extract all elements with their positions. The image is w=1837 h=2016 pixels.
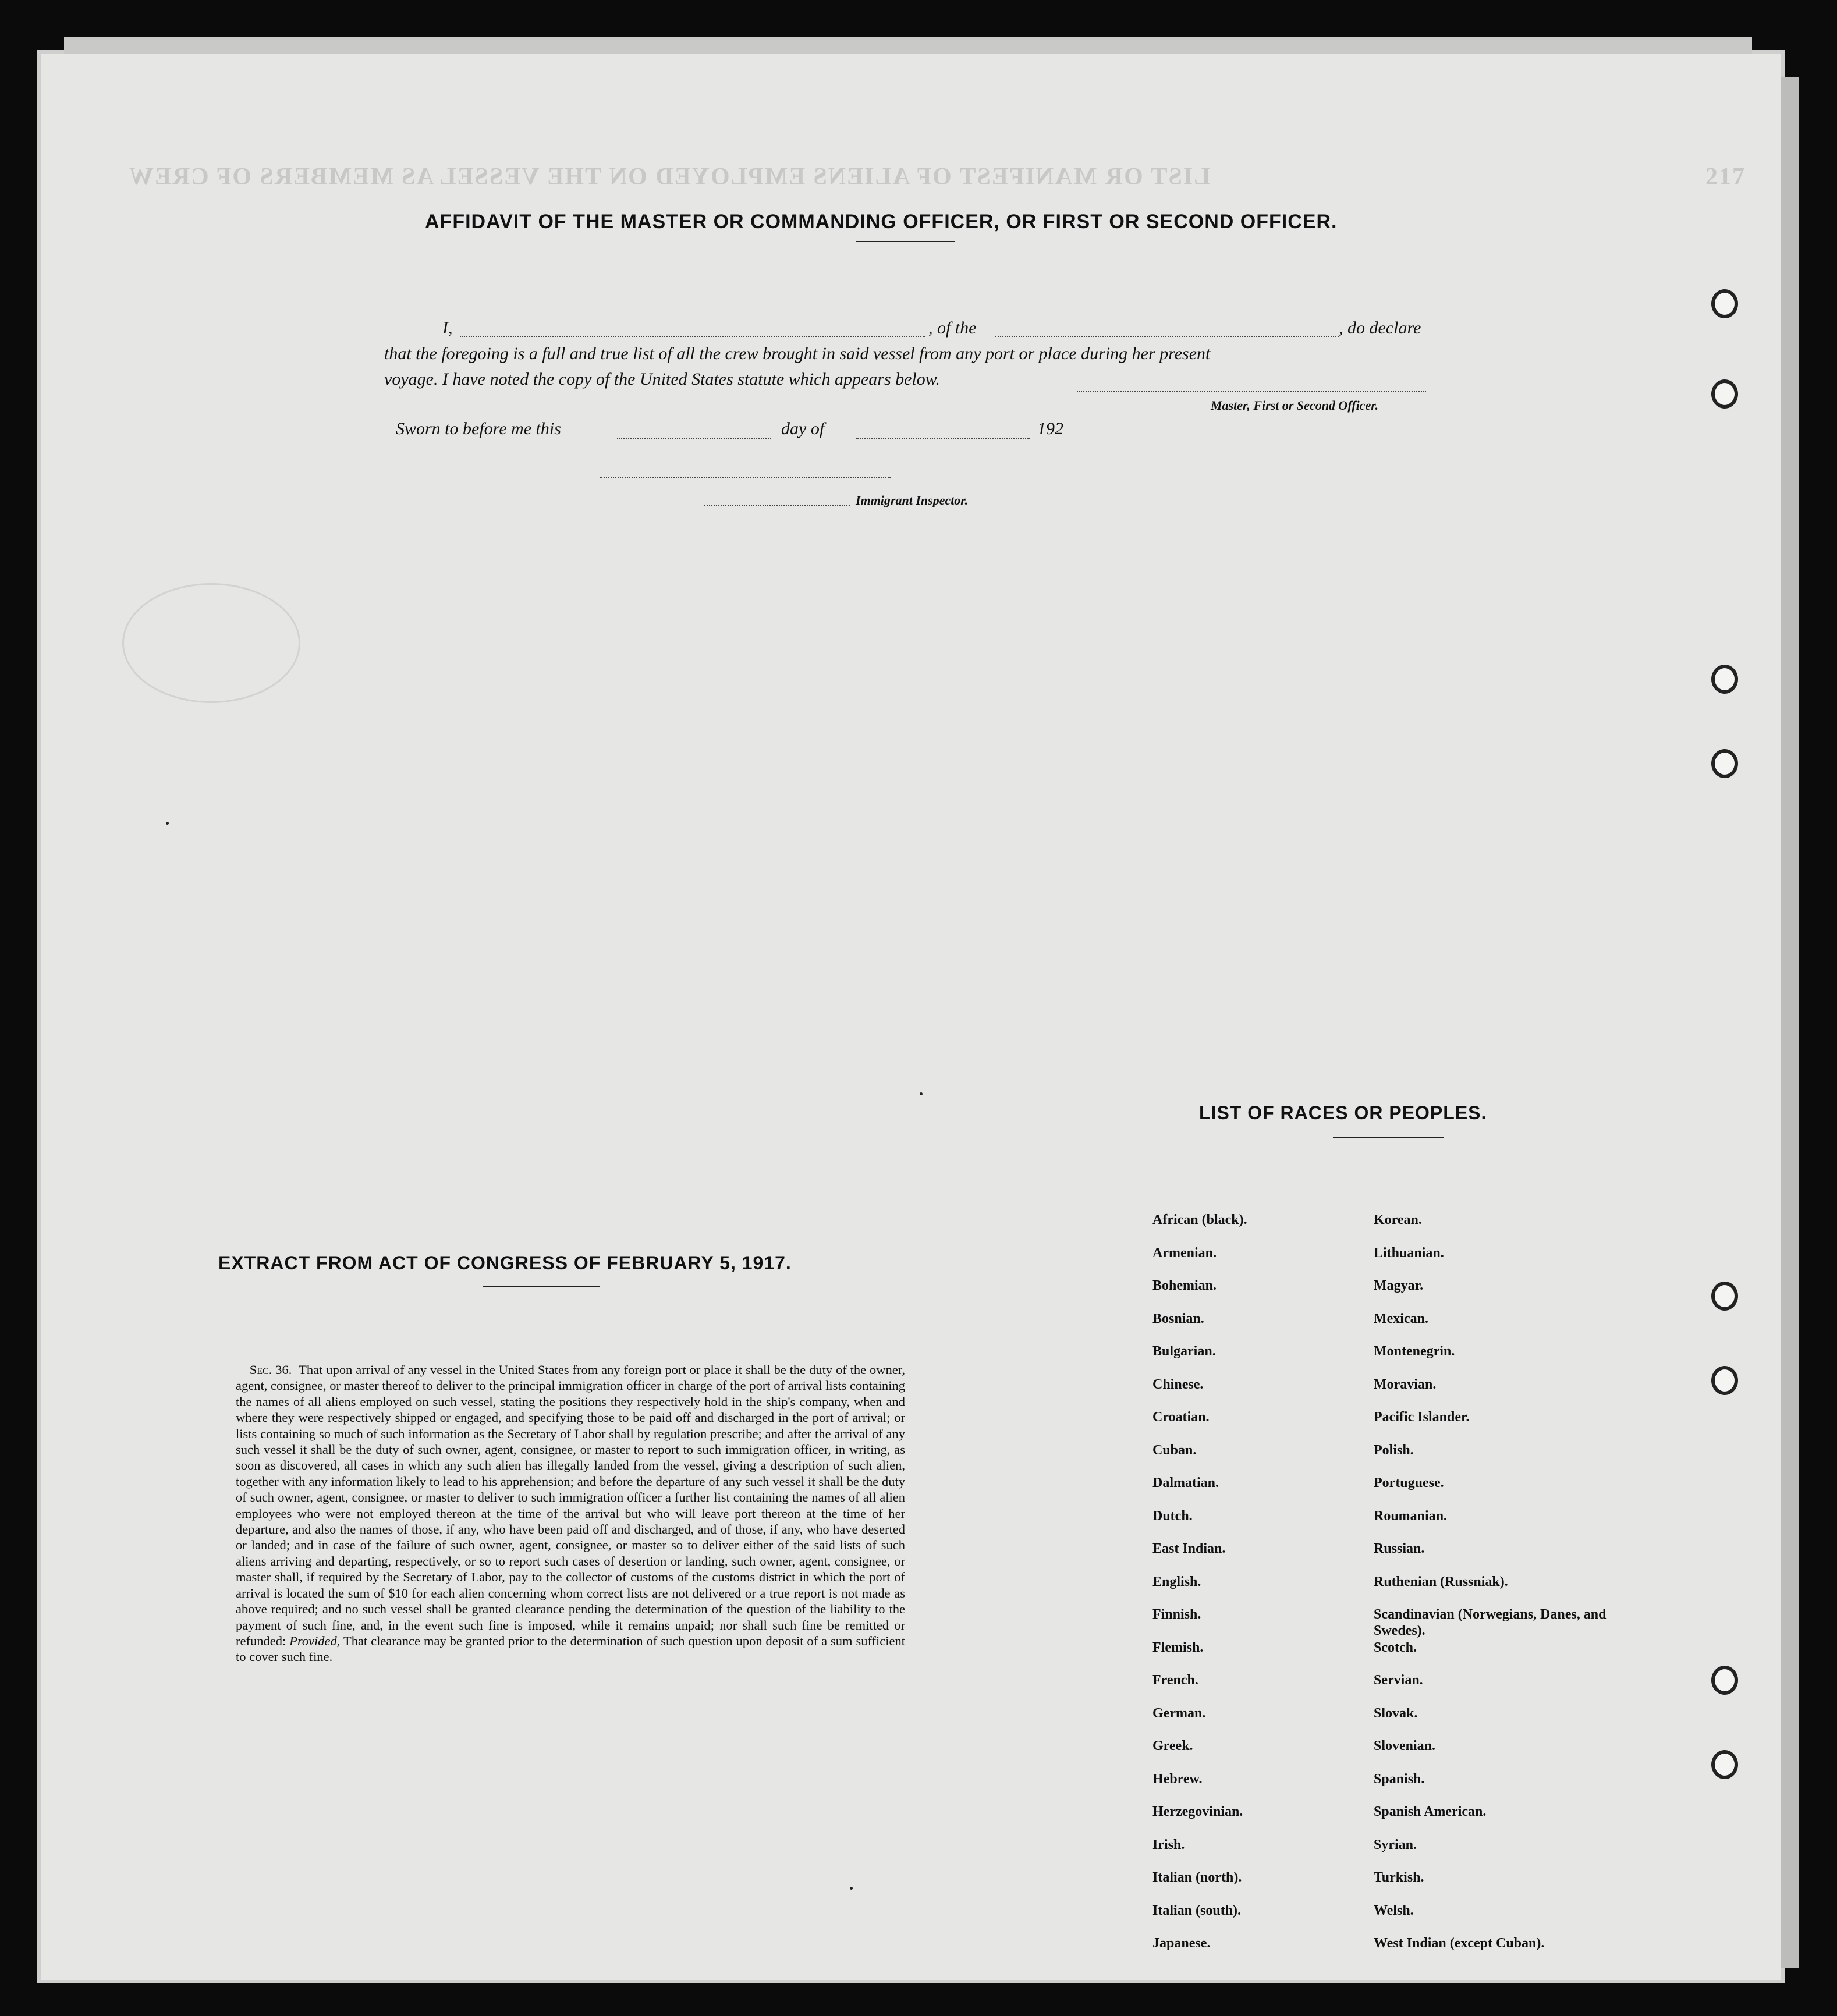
master-label: Master, First or Second Officer.	[1211, 398, 1379, 413]
race-item: Slovenian.	[1374, 1738, 1436, 1754]
race-item: Spanish.	[1374, 1771, 1425, 1787]
sworn-day-field[interactable]	[617, 438, 771, 439]
race-item: Servian.	[1374, 1673, 1423, 1688]
race-item: Dalmatian.	[1152, 1475, 1219, 1490]
vessel-field[interactable]	[995, 336, 1339, 337]
section-label: Sec. 36.	[249, 1362, 292, 1377]
race-item: Korean.	[1374, 1212, 1422, 1227]
binder-hole	[1711, 289, 1738, 318]
binder-hole	[1711, 1666, 1738, 1695]
extract-body-part1: That upon arrival of any vessel in the United States from any foreign port or place it shall be the duty of the owner, agent, consignee, or master thereof to deliver to the principal immigration officer in charge of the port of arrival lists containing the names of all aliens employed on such vessel, stating the positions they respectively hold in the ship's company, when and where they were respectively shipped or engaged, and specifying those to be paid off and discharged in the port of arrival; or lists containing so much of such information as the Secretary of Labor shall by regulation prescribe; and after the arrival of any such vessel it shall be the duty of such owner, agent, consignee, or master to report to such immigration officer, in writing, as soon as discovered, all cases in which any such alien has illegally landed from the vessel, giving a description of such alien, together with any information likely to lead to his apprehension; and before the departure of any such vessel it shall be the duty of such owner, agent, consignee, or master to deliver to such immigration officer a further list containing the names of all alien employees who were not employed thereon at the time of the arrival but who will leave port thereon at the time of her departure, and also the names of those, if any, who have been paid off and discharged, and of those, if any, who have deserted or landed; and in case of the failure of such owner, agent, consignee, or master so to deliver either of the said lists of such aliens arriving and departing, respectively, or so to report such cases of desertion or landing, such owner, agent, consignee, or master shall, if required by the Secretary of Labor, pay to the collector of customs of the customs district in which the port of arrival is located the sum of $10 for each alien concerning whom correct lists are not delivered or a true report is not made as above required; and no such vessel shall be granted clearance pending the determination of the question of the liability to the payment of such fine, and, in the event such fine is imposed, while it remains unpaid; nor shall such fine be remitted or refunded:	[236, 1362, 906, 1648]
race-item: English.	[1152, 1574, 1201, 1589]
ink-speck	[166, 822, 169, 825]
affidavit-line-2: that the foregoing is a full and true list of all the crew brought in said vessel from any port or place during her present	[384, 344, 1211, 363]
binder-hole	[1711, 1750, 1738, 1779]
race-item: Ruthenian (Russniak).	[1374, 1574, 1508, 1589]
race-item: Herzegovinian.	[1152, 1804, 1243, 1819]
affidavit-of-the: , of the	[928, 318, 977, 338]
binder-hole	[1711, 749, 1738, 778]
year-prefix: 192	[1037, 419, 1063, 438]
race-item: Chinese.	[1152, 1376, 1204, 1392]
race-item: Moravian.	[1374, 1376, 1437, 1392]
race-item: African (black).	[1152, 1212, 1247, 1227]
affidavit-i: I,	[442, 318, 453, 338]
provided-label: Provided,	[289, 1633, 341, 1648]
race-item: Pacific Islander.	[1374, 1410, 1470, 1425]
binder-hole	[1711, 1366, 1738, 1395]
race-item: Spanish American.	[1374, 1804, 1487, 1819]
extract-heading: EXTRACT FROM ACT OF CONGRESS OF FEBRUARY 5, 1917.	[218, 1252, 792, 1273]
document-page	[41, 54, 1781, 1980]
sworn-label: Sworn to before me this	[396, 419, 561, 438]
day-of-label: day of	[781, 419, 825, 438]
race-item: Dutch.	[1152, 1508, 1193, 1524]
race-item: Syrian.	[1374, 1837, 1417, 1852]
races-right-column	[1374, 1212, 1607, 1968]
sworn-month-field[interactable]	[856, 438, 1030, 439]
inspector-signature-line-2[interactable]	[704, 505, 850, 506]
ink-speck	[850, 1887, 853, 1890]
race-item: Japanese.	[1152, 1936, 1211, 1951]
race-item: Finnish.	[1152, 1607, 1201, 1622]
extract-text	[236, 1362, 905, 1665]
binder-hole	[1711, 665, 1738, 694]
extract-heading-rule	[483, 1286, 600, 1287]
race-item: Italian (south).	[1152, 1903, 1242, 1918]
affidavit-body	[384, 318, 1508, 395]
bleed-through-page-number: 217	[1705, 164, 1746, 190]
name-field[interactable]	[460, 336, 925, 337]
bleed-through-stamp	[122, 583, 300, 703]
binder-hole	[1711, 1282, 1738, 1311]
race-item: French.	[1152, 1673, 1198, 1688]
race-item: Bosnian.	[1152, 1311, 1204, 1326]
race-item: West Indian (except Cuban).	[1374, 1936, 1545, 1951]
page-edge-top	[64, 37, 1752, 54]
race-item: Magyar.	[1374, 1278, 1424, 1293]
inspector-label: Immigrant Inspector.	[856, 493, 969, 507]
race-item: Polish.	[1374, 1442, 1414, 1458]
binder-hole	[1711, 379, 1738, 409]
race-item: Turkish.	[1374, 1870, 1424, 1885]
heading-rule	[856, 241, 955, 242]
race-item: German.	[1152, 1705, 1206, 1721]
races-heading-rule	[1333, 1137, 1444, 1138]
race-item: Cuban.	[1152, 1442, 1197, 1458]
race-item: Irish.	[1152, 1837, 1185, 1852]
bleed-through-title: LIST OR MANIFEST OF ALIENS EMPLOYED ON THE VESSEL AS MEMBERS OF CREW	[128, 164, 1211, 190]
race-item: Bohemian.	[1152, 1278, 1217, 1293]
race-item: Lithuanian.	[1374, 1245, 1444, 1261]
race-item: Hebrew.	[1152, 1771, 1203, 1787]
race-item: Montenegrin.	[1374, 1344, 1455, 1359]
race-item: Scotch.	[1374, 1639, 1417, 1655]
race-item: Croatian.	[1152, 1410, 1210, 1425]
affidavit-declare: , do declare	[1339, 318, 1421, 338]
race-item: Flemish.	[1152, 1639, 1204, 1655]
affidavit-heading: AFFIDAVIT OF THE MASTER OR COMMANDING OFFICER, OR FIRST OR SECOND OFFICER.	[425, 211, 1338, 233]
master-signature-field[interactable]	[1077, 391, 1426, 392]
race-item: Italian (north).	[1152, 1870, 1242, 1885]
race-item: Roumanian.	[1374, 1508, 1448, 1524]
inspector-signature-line-1[interactable]	[600, 477, 891, 478]
race-item: Welsh.	[1374, 1903, 1414, 1918]
race-item: East Indian.	[1152, 1541, 1226, 1556]
race-item: Mexican.	[1374, 1311, 1428, 1326]
race-item: Greek.	[1152, 1738, 1193, 1754]
races-left-column	[1152, 1212, 1397, 1968]
affidavit-line-1	[384, 318, 1508, 344]
race-item: Scandinavian (Norwegians, Danes, and Swedes).	[1374, 1607, 1607, 1638]
race-item: Armenian.	[1152, 1245, 1217, 1261]
race-item: Russian.	[1374, 1541, 1425, 1556]
races-heading: LIST OF RACES OR PEOPLES.	[1199, 1102, 1487, 1123]
extract-body-part2: That clearance may be granted prior to the determination of such question upon deposit of a sum sufficient to cover such fine.	[236, 1633, 906, 1664]
race-item: Bulgarian.	[1152, 1344, 1216, 1359]
page-edge-right	[1781, 77, 1799, 1968]
ink-speck	[920, 1092, 923, 1095]
race-item: Portuguese.	[1374, 1475, 1444, 1490]
race-item: Slovak.	[1374, 1705, 1418, 1721]
affidavit-line-3: voyage. I have noted the copy of the United States statute which appears below.	[384, 370, 941, 389]
